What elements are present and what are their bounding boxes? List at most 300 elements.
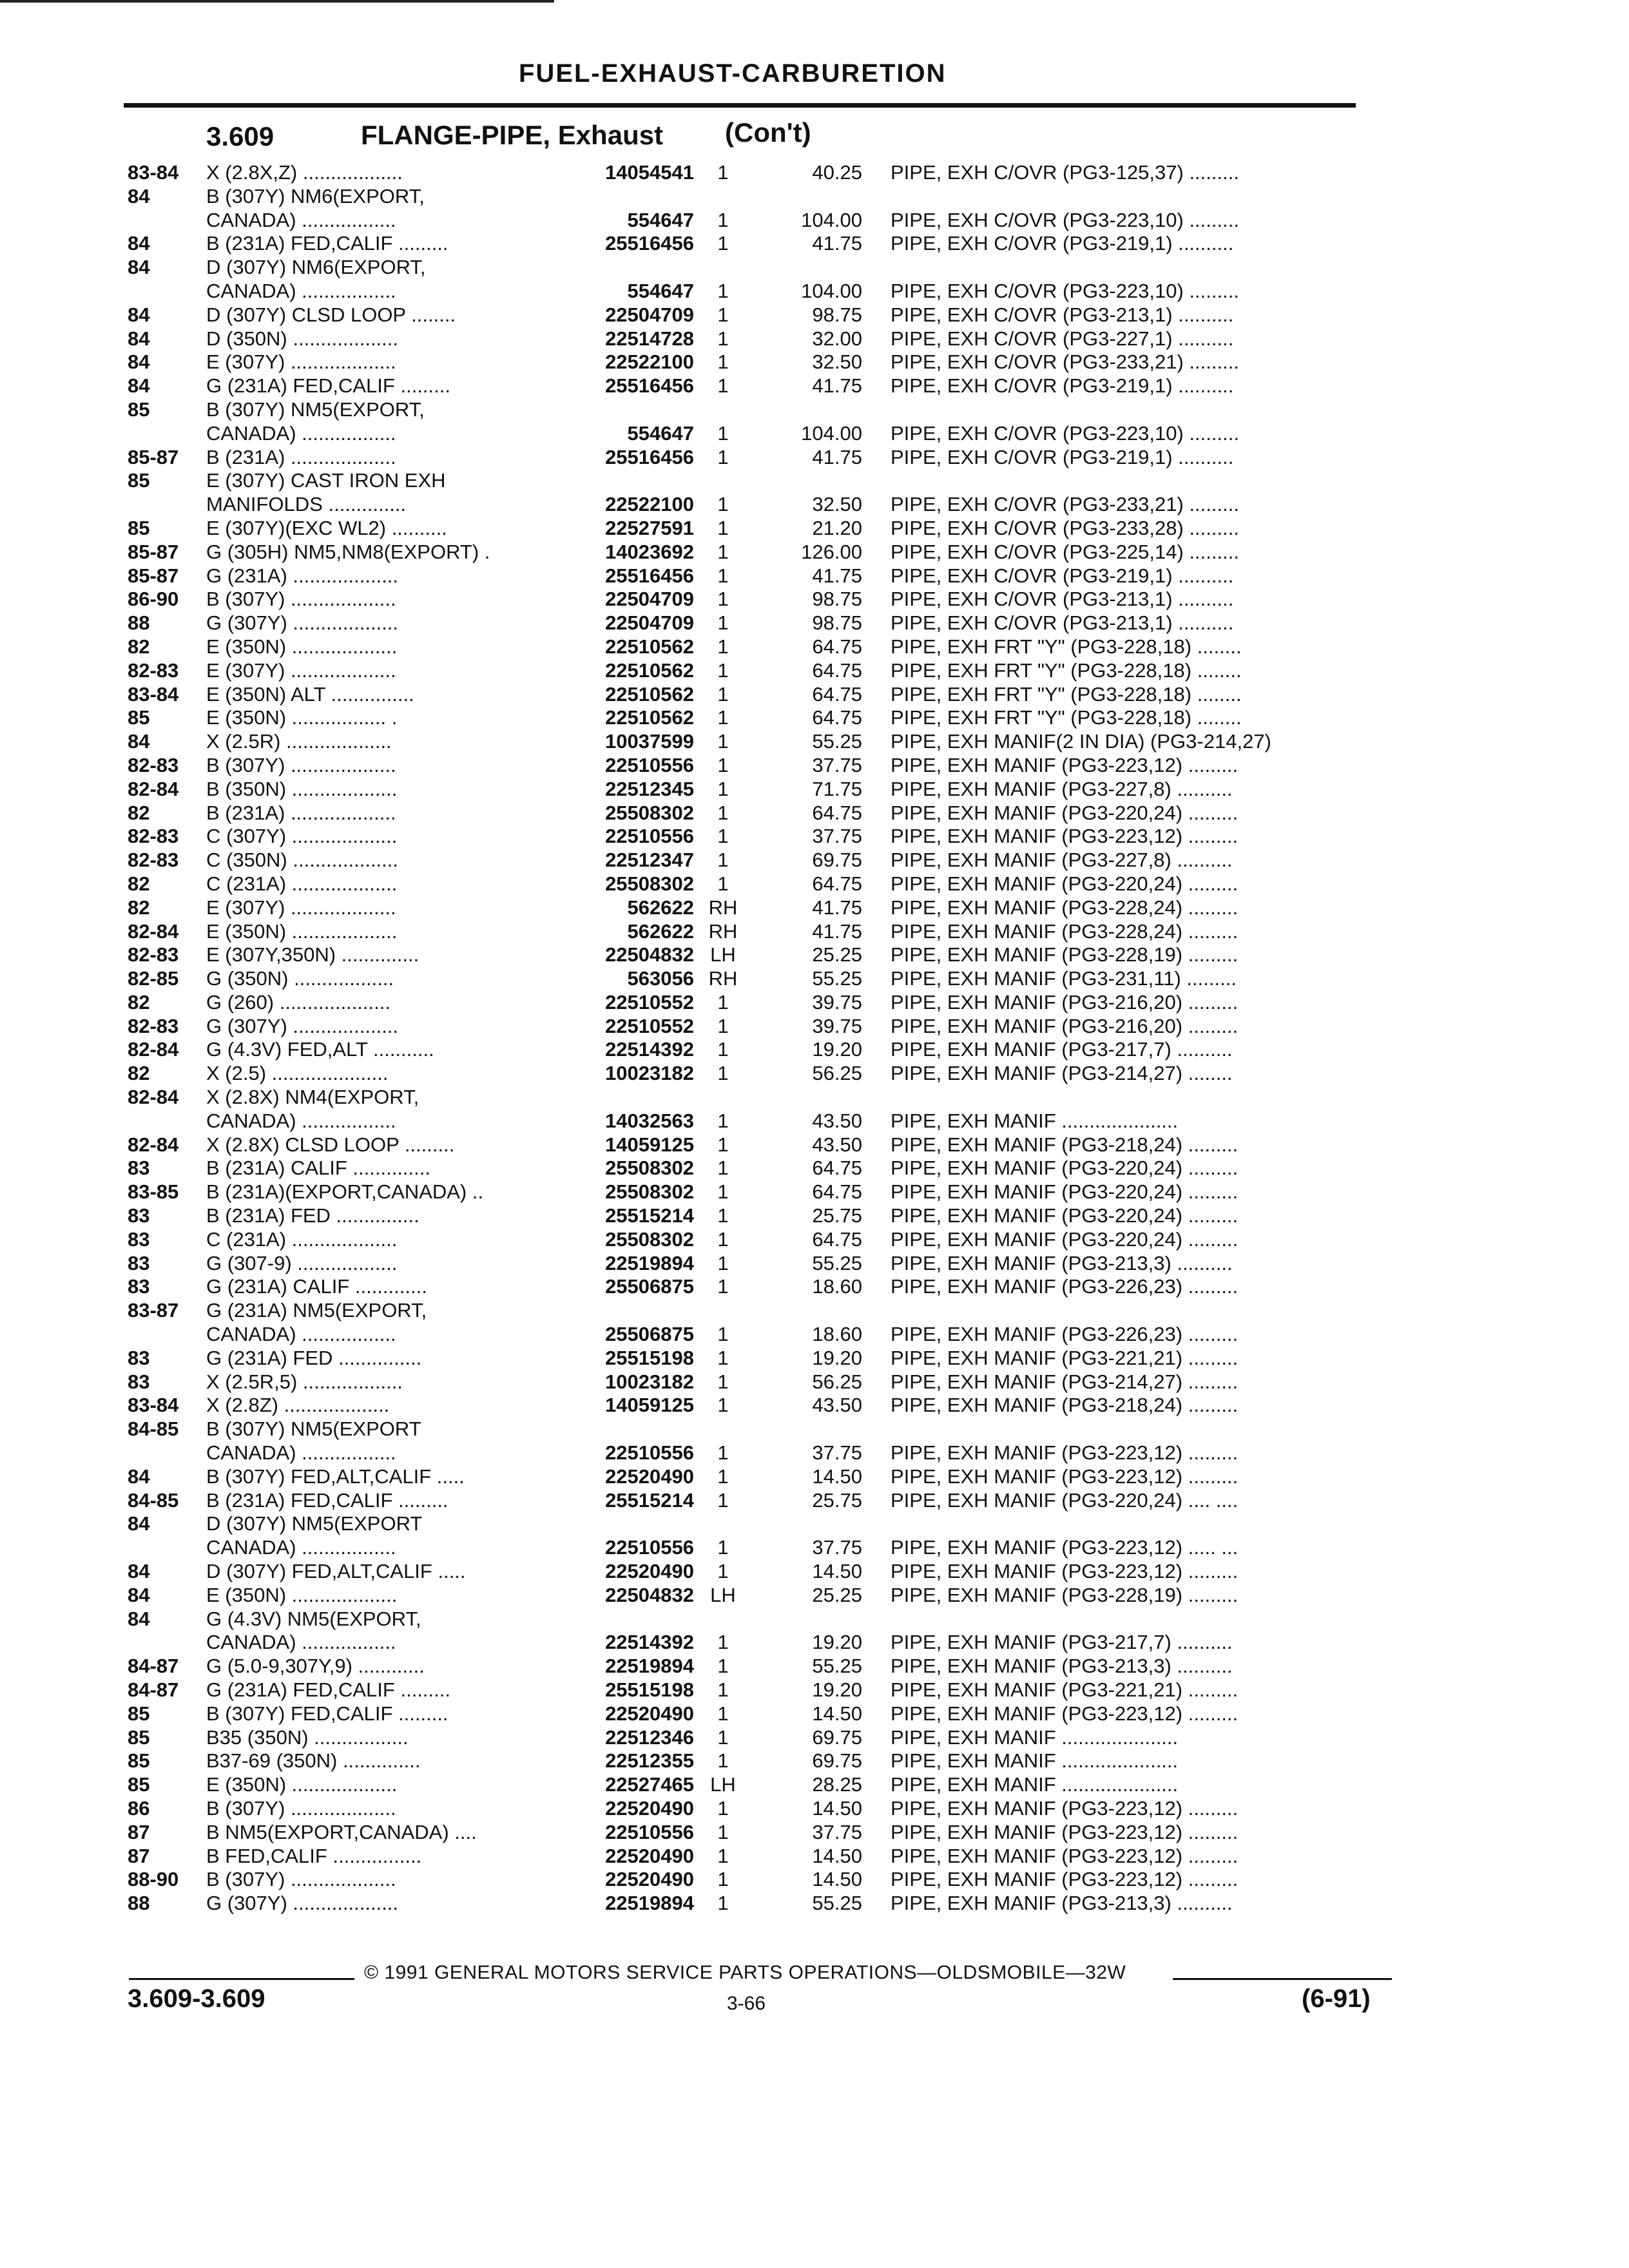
row-year: 84	[128, 256, 150, 279]
row-price: 98.75	[812, 303, 862, 326]
row-part-number: 22527591	[605, 516, 694, 539]
row-description: PIPE, EXH C/OVR (PG3-219,1) ..........	[891, 374, 1234, 398]
row-price: 43.50	[812, 1394, 862, 1417]
row-quantity: 1	[717, 1109, 729, 1132]
row-price: 39.75	[812, 990, 862, 1014]
row-part-number: 25516456	[605, 445, 694, 468]
row-description: PIPE, EXH C/OVR (PG3-213,1) ..........	[891, 611, 1234, 635]
row-quantity: 1	[717, 232, 729, 255]
row-description: PIPE, EXH MANIF (PG3-223,12) .........	[891, 1868, 1239, 1891]
row-description: PIPE, EXH MANIF (PG3-216,20) .........	[891, 1014, 1239, 1037]
row-year: 85	[128, 469, 150, 492]
row-year: 85-87	[128, 564, 179, 587]
row-part-number: 22510556	[605, 1820, 694, 1843]
table-row	[0, 1868, 1629, 1892]
row-description: PIPE, EXH C/OVR (PG3-213,1) ..........	[891, 588, 1234, 611]
row-year: 83	[128, 1275, 150, 1298]
row-model: E (307Y,350N) ..............	[206, 943, 419, 966]
table-row	[0, 1110, 1629, 1133]
table-row	[0, 1536, 1629, 1560]
row-price: 14.50	[812, 1465, 862, 1488]
row-description: PIPE, EXH C/OVR (PG3-233,28) .........	[891, 516, 1239, 539]
row-part-number: 25508302	[605, 1180, 694, 1204]
row-quantity: 1	[717, 1346, 729, 1369]
table-row	[0, 825, 1629, 849]
row-part-number: 22522100	[605, 351, 694, 374]
row-year: 84	[128, 1560, 150, 1583]
row-year: 83-85	[128, 1180, 179, 1204]
row-price: 14.50	[812, 1560, 862, 1583]
row-quantity: 1	[717, 1796, 729, 1820]
row-description: PIPE, EXH MANIF (PG3-223,12) .........	[891, 825, 1239, 848]
row-part-number: 22510562	[605, 682, 694, 706]
row-quantity: 1	[717, 777, 729, 800]
row-description: PIPE, EXH MANIF (PG3-213,3) ..........	[891, 1892, 1233, 1915]
row-year: 83-87	[128, 1299, 179, 1322]
row-description: PIPE, EXH MANIF (PG3-213,3) ..........	[891, 1655, 1233, 1678]
row-model: B (231A) CALIF ..............	[206, 1157, 430, 1180]
table-row	[0, 1086, 1629, 1110]
row-year: 82-83	[128, 658, 179, 682]
row-part-number: 563056	[627, 967, 694, 990]
row-year: 88-90	[128, 1868, 179, 1891]
row-model: D (307Y) NM6(EXPORT,	[206, 256, 426, 279]
table-row	[0, 1845, 1629, 1869]
row-part-number: 22510556	[605, 1441, 694, 1465]
row-price: 32.00	[812, 327, 862, 350]
row-year: 86	[128, 1796, 150, 1820]
row-model: G (231A) FED ...............	[206, 1346, 422, 1369]
footer-revision-date: (6-91)	[1302, 1984, 1371, 2013]
row-year: 82	[128, 635, 150, 658]
row-description: PIPE, EXH MANIF (PG3-213,3) ..........	[891, 1251, 1233, 1274]
table-row	[0, 1299, 1629, 1323]
row-year: 82-84	[128, 1133, 179, 1156]
table-row	[0, 1275, 1629, 1299]
row-description: PIPE, EXH C/OVR (PG3-219,1) ..........	[891, 445, 1234, 468]
row-year: 82-83	[128, 943, 179, 966]
row-part-number: 22520490	[605, 1702, 694, 1725]
row-model: B (307Y) ...................	[206, 1796, 396, 1820]
row-price: 69.75	[812, 1749, 862, 1773]
row-part-number: 14059125	[605, 1394, 694, 1417]
row-year: 84-85	[128, 1418, 179, 1441]
table-row	[0, 849, 1629, 872]
row-quantity: 1	[717, 1323, 729, 1346]
row-quantity: 1	[717, 1488, 729, 1512]
table-row	[0, 564, 1629, 588]
row-quantity: 1	[717, 1227, 729, 1251]
row-model: G (260) ....................	[206, 990, 390, 1014]
table-row	[0, 327, 1629, 351]
row-part-number: 22519894	[605, 1251, 694, 1274]
row-price: 19.20	[812, 1038, 862, 1061]
row-price: 43.50	[812, 1109, 862, 1132]
row-model: B (307Y) FED,CALIF .........	[206, 1702, 448, 1725]
table-row	[0, 1655, 1629, 1678]
row-model: E (307Y) ...................	[206, 351, 396, 374]
row-part-number: 25515214	[605, 1204, 694, 1227]
row-model: B (231A) FED,CALIF .........	[206, 232, 448, 255]
row-year: 82	[128, 801, 150, 824]
row-model: B (307Y) ...................	[206, 1868, 396, 1891]
row-description: PIPE, EXH MANIF (PG3-217,7) ..........	[891, 1631, 1233, 1654]
row-quantity: 1	[717, 1204, 729, 1227]
table-row	[0, 1702, 1629, 1726]
row-description: PIPE, EXH C/OVR (PG3-233,21) .........	[891, 351, 1239, 374]
row-model: B35 (350N) .................	[206, 1725, 409, 1749]
row-year: 84	[128, 184, 150, 207]
row-model: B (231A) ...................	[206, 801, 396, 824]
row-quantity: 1	[717, 327, 729, 350]
row-part-number: 25508302	[605, 1157, 694, 1180]
row-year: 85	[128, 1702, 150, 1725]
row-year: 82-84	[128, 919, 179, 943]
row-model: B FED,CALIF ................	[206, 1844, 422, 1867]
row-part-number: 10023182	[605, 1370, 694, 1393]
row-part-number: 22512347	[605, 849, 694, 872]
row-model: B (307Y) ...................	[206, 588, 396, 611]
row-part-number: 22504709	[605, 303, 694, 326]
table-row	[0, 541, 1629, 564]
table-row	[0, 1228, 1629, 1252]
table-row	[0, 1560, 1629, 1584]
row-price: 69.75	[812, 849, 862, 872]
row-quantity: 1	[717, 161, 729, 184]
row-part-number: 22512345	[605, 777, 694, 800]
row-part-number: 25506875	[605, 1323, 694, 1346]
table-row	[0, 659, 1629, 683]
row-quantity: 1	[717, 279, 729, 302]
row-quantity: 1	[717, 1536, 729, 1559]
row-description: PIPE, EXH MANIF (PG3-218,24) .........	[891, 1133, 1239, 1156]
row-part-number: 22519894	[605, 1655, 694, 1678]
row-part-number: 22527465	[605, 1773, 694, 1796]
row-quantity: 1	[717, 1180, 729, 1204]
row-quantity: 1	[717, 1678, 729, 1701]
row-description: PIPE, EXH MANIF .....................	[891, 1773, 1179, 1796]
top-edge-rule	[0, 0, 554, 3]
row-year: 84	[128, 327, 150, 350]
row-year: 86-90	[128, 588, 179, 611]
row-model: G (307Y) ...................	[206, 1014, 399, 1037]
row-model: G (231A) NM5(EXPORT,	[206, 1299, 427, 1322]
row-description: PIPE, EXH C/OVR (PG3-223,10) .........	[891, 208, 1239, 231]
row-model: X (2.8X) NM4(EXPORT,	[206, 1086, 419, 1109]
row-model: E (350N) ...................	[206, 1583, 398, 1606]
table-row	[0, 303, 1629, 327]
row-year: 83	[128, 1370, 150, 1393]
row-year: 84	[128, 303, 150, 326]
footer-rule-left	[129, 1978, 354, 1980]
table-row	[0, 374, 1629, 398]
row-description: PIPE, EXH MANIF (PG3-218,24) .........	[891, 1394, 1239, 1417]
table-row	[0, 1015, 1629, 1039]
row-price: 37.75	[812, 1820, 862, 1843]
row-model: B (307Y) NM5(EXPORT,	[206, 398, 425, 421]
row-quantity: 1	[717, 588, 729, 611]
row-description: PIPE, EXH MANIF (PG3-214,27) .........	[891, 1370, 1239, 1393]
row-price: 25.75	[812, 1204, 862, 1227]
row-description: PIPE, EXH MANIF (PG3-220,24) .........	[891, 872, 1239, 895]
row-model: CANADA) .................	[206, 208, 396, 231]
row-quantity: 1	[717, 658, 729, 682]
row-part-number: 22510556	[605, 825, 694, 848]
section-rule	[124, 103, 1356, 108]
row-year: 84	[128, 1607, 150, 1630]
row-description: PIPE, EXH MANIF (PG3-223,12) .........	[891, 1441, 1239, 1465]
row-part-number: 22510562	[605, 635, 694, 658]
row-part-number: 22514392	[605, 1631, 694, 1654]
table-row	[0, 232, 1629, 256]
row-part-number: 22510552	[605, 1014, 694, 1037]
row-part-number: 14032563	[605, 1109, 694, 1132]
table-row	[0, 635, 1629, 659]
row-part-number: 25508302	[605, 1227, 694, 1251]
row-description: PIPE, EXH MANIF .....................	[891, 1749, 1179, 1773]
row-price: 69.75	[812, 1725, 862, 1749]
row-quantity: 1	[717, 1820, 729, 1843]
row-model: G (4.3V) NM5(EXPORT,	[206, 1607, 421, 1630]
row-quantity: 1	[717, 872, 729, 895]
row-price: 55.25	[812, 1655, 862, 1678]
row-quantity: 1	[717, 1038, 729, 1061]
row-quantity: LH	[710, 943, 736, 966]
row-model: E (350N) ALT ...............	[206, 682, 414, 706]
row-part-number: 22514392	[605, 1038, 694, 1061]
row-description: PIPE, EXH MANIF (PG3-226,23) .........	[891, 1323, 1239, 1346]
row-description: PIPE, EXH MANIF .....................	[891, 1725, 1179, 1749]
row-quantity: LH	[710, 1773, 736, 1796]
footer-page-number: 3-66	[727, 1993, 766, 2014]
row-price: 56.25	[812, 1062, 862, 1085]
row-price: 104.00	[801, 208, 862, 231]
row-model: B (307Y) NM5(EXPORT	[206, 1418, 421, 1441]
row-part-number: 25506875	[605, 1275, 694, 1298]
row-model: B (231A) ...................	[206, 445, 396, 468]
row-quantity: RH	[708, 967, 738, 990]
row-description: PIPE, EXH MANIF (PG3-227,8) ..........	[891, 777, 1233, 800]
row-price: 55.25	[812, 967, 862, 990]
row-quantity: 1	[717, 1062, 729, 1085]
row-price: 19.20	[812, 1631, 862, 1654]
row-year: 82	[128, 990, 150, 1014]
row-description: PIPE, EXH MANIF (PG3-221,21) .........	[891, 1346, 1239, 1369]
row-quantity: RH	[708, 919, 738, 943]
row-model: CANADA) .................	[206, 1441, 396, 1465]
row-year: 82-84	[128, 1038, 179, 1061]
row-price: 37.75	[812, 1536, 862, 1559]
row-price: 21.20	[812, 516, 862, 539]
row-price: 55.25	[812, 730, 862, 753]
table-row	[0, 493, 1629, 517]
row-price: 37.75	[812, 825, 862, 848]
row-price: 14.50	[812, 1796, 862, 1820]
row-description: PIPE, EXH FRT "Y" (PG3-228,18) ........	[891, 658, 1242, 682]
row-description: PIPE, EXH MANIF (PG3-228,24) .........	[891, 896, 1239, 919]
row-price: 104.00	[801, 279, 862, 302]
row-description: PIPE, EXH C/OVR (PG3-219,1) ..........	[891, 564, 1234, 587]
row-year: 84-85	[128, 1488, 179, 1512]
row-model: X (2.5) .....................	[206, 1062, 389, 1085]
row-model: D (350N) ...................	[206, 327, 399, 350]
row-part-number: 10037599	[605, 730, 694, 753]
table-row	[0, 1584, 1629, 1608]
table-row	[0, 280, 1629, 303]
row-part-number: 25515214	[605, 1488, 694, 1512]
row-description: PIPE, EXH MANIF (PG3-220,24) .........	[891, 801, 1239, 824]
row-year: 82-83	[128, 849, 179, 872]
table-row	[0, 398, 1629, 422]
row-description: PIPE, EXH MANIF (PG3-220,24) .........	[891, 1227, 1239, 1251]
table-row	[0, 611, 1629, 635]
table-row	[0, 1062, 1629, 1086]
row-quantity: 1	[717, 730, 729, 753]
row-price: 64.75	[812, 1180, 862, 1204]
row-quantity: 1	[717, 564, 729, 587]
row-description: PIPE, EXH MANIF (PG3-223,12) .........	[891, 1820, 1239, 1843]
row-year: 85	[128, 398, 150, 421]
row-quantity: 1	[717, 1749, 729, 1773]
row-year: 84-87	[128, 1678, 179, 1701]
row-year: 84-87	[128, 1655, 179, 1678]
row-part-number: 22504832	[605, 1583, 694, 1606]
row-description: PIPE, EXH C/OVR (PG3-213,1) ..........	[891, 303, 1234, 326]
row-quantity: 1	[717, 421, 729, 445]
row-year: 84	[128, 1512, 150, 1535]
row-quantity: 1	[717, 1275, 729, 1298]
row-quantity: 1	[717, 1892, 729, 1915]
row-price: 98.75	[812, 588, 862, 611]
table-row	[0, 778, 1629, 802]
row-model: B (231A) FED ...............	[206, 1204, 419, 1227]
row-quantity: 1	[717, 1014, 729, 1037]
subsection-number: 3.609	[206, 121, 275, 151]
row-quantity: 1	[717, 1465, 729, 1488]
table-row	[0, 802, 1629, 825]
table-row	[0, 1465, 1629, 1489]
row-description: PIPE, EXH MANIF (PG3-216,20) .........	[891, 990, 1239, 1014]
row-quantity: LH	[710, 1583, 736, 1606]
row-year: 85-87	[128, 445, 179, 468]
footer-copyright: © 1991 GENERAL MOTORS SERVICE PARTS OPERATIONS—OLDSMOBILE—32W	[364, 1962, 1126, 1983]
row-model: B (231A) FED,CALIF .........	[206, 1488, 448, 1512]
row-model: X (2.8X) CLSD LOOP .........	[206, 1133, 455, 1156]
row-part-number: 14023692	[605, 540, 694, 563]
row-quantity: 1	[717, 303, 729, 326]
row-quantity: 1	[717, 374, 729, 398]
row-description: PIPE, EXH MANIF (PG3-228,24) .........	[891, 919, 1239, 943]
table-row	[0, 1773, 1629, 1797]
row-quantity: 1	[717, 611, 729, 635]
row-price: 32.50	[812, 493, 862, 516]
row-quantity: 1	[717, 1133, 729, 1156]
row-part-number: 22510562	[605, 658, 694, 682]
row-description: PIPE, EXH MANIF (PG3-226,23) .........	[891, 1275, 1239, 1298]
row-model: G (231A) ...................	[206, 564, 399, 587]
row-year: 84	[128, 351, 150, 374]
row-model: E (350N) ...................	[206, 635, 398, 658]
row-part-number: 22512346	[605, 1725, 694, 1749]
row-description: PIPE, EXH MANIF (PG3-214,27) ........	[891, 1062, 1233, 1085]
row-quantity: 1	[717, 1702, 729, 1725]
row-price: 64.75	[812, 801, 862, 824]
table-row	[0, 1038, 1629, 1062]
table-row	[0, 422, 1629, 446]
row-price: 41.75	[812, 374, 862, 398]
row-year: 83	[128, 1157, 150, 1180]
row-model: CANADA) .................	[206, 1631, 396, 1654]
row-part-number: 22520490	[605, 1560, 694, 1583]
row-year: 82-85	[128, 967, 179, 990]
row-year: 84	[128, 374, 150, 398]
row-model: E (307Y) ...................	[206, 896, 396, 919]
table-row	[0, 1726, 1629, 1750]
table-row	[0, 1204, 1629, 1228]
row-part-number: 22510556	[605, 1536, 694, 1559]
row-price: 37.75	[812, 753, 862, 776]
row-description: PIPE, EXH C/OVR (PG3-223,10) .........	[891, 279, 1239, 302]
table-row	[0, 1441, 1629, 1465]
row-part-number: 25516456	[605, 564, 694, 587]
row-description: PIPE, EXH MANIF (PG3-217,7) ..........	[891, 1038, 1233, 1061]
row-model: B (307Y) ...................	[206, 753, 396, 776]
row-price: 56.25	[812, 1370, 862, 1393]
row-quantity: 1	[717, 1844, 729, 1867]
row-price: 25.75	[812, 1488, 862, 1512]
row-price: 19.20	[812, 1678, 862, 1701]
row-part-number: 554647	[627, 279, 694, 302]
table-row	[0, 1133, 1629, 1157]
row-year: 84	[128, 1583, 150, 1606]
table-row	[0, 920, 1629, 944]
row-description: PIPE, EXH MANIF (PG3-220,24) .... ....	[891, 1488, 1239, 1512]
table-row	[0, 1678, 1629, 1702]
row-price: 18.60	[812, 1323, 862, 1346]
row-model: E (350N) ................. .	[206, 706, 398, 729]
row-year: 83	[128, 1251, 150, 1274]
row-part-number: 22519894	[605, 1892, 694, 1915]
row-quantity: 1	[717, 445, 729, 468]
parts-table	[0, 161, 1629, 1916]
row-part-number: 22514728	[605, 327, 694, 350]
row-price: 37.75	[812, 1441, 862, 1465]
row-part-number: 22504832	[605, 943, 694, 966]
table-row	[0, 1323, 1629, 1347]
table-row	[0, 1252, 1629, 1276]
row-quantity: 1	[717, 1394, 729, 1417]
row-year: 83-84	[128, 1394, 179, 1417]
row-part-number: 22520490	[605, 1844, 694, 1867]
row-part-number: 562622	[627, 919, 694, 943]
row-description: PIPE, EXH MANIF (PG3-223,12) .........	[891, 1465, 1239, 1488]
row-description: PIPE, EXH MANIF(2 IN DIA) (PG3-214,27)	[891, 730, 1271, 753]
table-row	[0, 517, 1629, 541]
row-price: 14.50	[812, 1702, 862, 1725]
row-part-number: 22520490	[605, 1465, 694, 1488]
row-model: B (231A)(EXPORT,CANADA) ..	[206, 1180, 484, 1204]
row-price: 41.75	[812, 919, 862, 943]
row-price: 126.00	[801, 540, 862, 563]
row-description: PIPE, EXH MANIF (PG3-223,12) .........	[891, 1560, 1239, 1583]
row-description: PIPE, EXH MANIF (PG3-227,8) ..........	[891, 849, 1233, 872]
row-year: 88	[128, 611, 150, 635]
row-price: 41.75	[812, 232, 862, 255]
row-year: 82	[128, 1062, 150, 1085]
footer-section-range: 3.609-3.609	[128, 1984, 265, 2013]
table-row	[0, 896, 1629, 920]
row-model: D (307Y) CLSD LOOP ........	[206, 303, 456, 326]
